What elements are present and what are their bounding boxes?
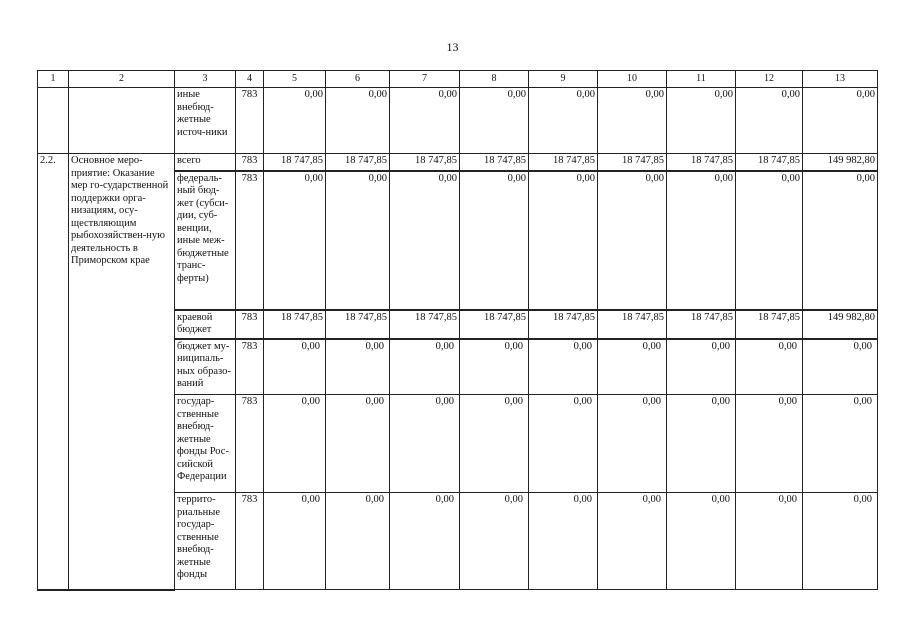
column-header: 12 (736, 71, 803, 88)
value-cell: 18 747,85 (264, 310, 326, 339)
value-cell: 0,00 (390, 171, 460, 310)
value-cell: 0,00 (460, 339, 529, 395)
value-cell: 18 747,85 (390, 154, 460, 171)
value-cell: 18 747,85 (598, 154, 667, 171)
value-cell: 0,00 (264, 171, 326, 310)
value-cell: 0,00 (736, 88, 803, 154)
budget-code: 783 (236, 395, 264, 493)
budget-code: 783 (236, 339, 264, 395)
value-cell: 0,00 (667, 395, 736, 493)
value-cell: 0,00 (803, 395, 878, 493)
budget-code: 783 (236, 493, 264, 590)
value-cell: 0,00 (264, 493, 326, 590)
value-cell: 0,00 (460, 171, 529, 310)
funding-source: государ-ственные внебюд-жетные фонды Рос-сийской Федерации (175, 395, 236, 493)
value-cell: 0,00 (529, 339, 598, 395)
column-header: 1 (38, 71, 69, 88)
budget-code: 783 (236, 88, 264, 154)
value-cell: 0,00 (326, 339, 390, 395)
value-cell: 18 747,85 (460, 310, 529, 339)
value-cell: 0,00 (736, 493, 803, 590)
value-cell: 0,00 (667, 171, 736, 310)
value-cell: 18 747,85 (326, 154, 390, 171)
funding-source: террито-риальные государ-ственные внебюд-жетные фонды (175, 493, 236, 590)
value-cell: 0,00 (598, 171, 667, 310)
value-cell: 0,00 (736, 339, 803, 395)
table-row (38, 88, 878, 154)
item-number: 2.2. (38, 154, 69, 590)
item-description: Основное меро-приятие: Оказание мер го-сударственной поддержки орга-низациям, осу-ществляющим рыбохозяйствен-ную деятельность в Приморском крае (69, 154, 175, 590)
value-cell: 0,00 (264, 395, 326, 493)
funding-source: краевой бюджет (175, 310, 236, 339)
budget-code: 783 (236, 171, 264, 310)
column-header: 7 (390, 71, 460, 88)
value-cell: 0,00 (460, 493, 529, 590)
value-cell: 0,00 (326, 395, 390, 493)
column-header: 4 (236, 71, 264, 88)
value-cell: 0,00 (667, 88, 736, 154)
column-header: 13 (803, 71, 878, 88)
value-cell: 0,00 (529, 493, 598, 590)
value-cell: 0,00 (264, 339, 326, 395)
value-cell: 18 747,85 (736, 310, 803, 339)
budget-table (37, 70, 878, 591)
value-cell: 0,00 (390, 339, 460, 395)
value-cell: 0,00 (264, 88, 326, 154)
item-description-cell (69, 88, 175, 154)
value-cell: 0,00 (326, 493, 390, 590)
funding-source: иные внебюд-жетные источ-ники (175, 88, 236, 154)
value-cell: 0,00 (598, 395, 667, 493)
value-cell: 0,00 (667, 493, 736, 590)
value-cell: 0,00 (326, 171, 390, 310)
value-cell: 0,00 (598, 88, 667, 154)
value-cell: 0,00 (460, 88, 529, 154)
funding-source: федераль-ный бюд-жет (субси-дии, суб-венции, иные меж-бюджетные транс-ферты) (175, 171, 236, 310)
item-number-cell (38, 88, 69, 154)
value-cell: 0,00 (529, 171, 598, 310)
value-cell: 0,00 (326, 88, 390, 154)
value-cell: 18 747,85 (264, 154, 326, 171)
column-header: 11 (667, 71, 736, 88)
value-cell: 149 982,80 (803, 154, 878, 171)
value-cell: 18 747,85 (667, 310, 736, 339)
budget-code: 783 (236, 310, 264, 339)
funding-source: бюджет му-ниципаль-ных образо-ваний (175, 339, 236, 395)
value-cell: 18 747,85 (326, 310, 390, 339)
column-header: 2 (69, 71, 175, 88)
column-header: 9 (529, 71, 598, 88)
value-cell: 0,00 (529, 88, 598, 154)
value-cell: 0,00 (529, 395, 598, 493)
value-cell: 0,00 (736, 395, 803, 493)
column-header: 6 (326, 71, 390, 88)
table-row (38, 154, 878, 171)
value-cell: 0,00 (803, 88, 878, 154)
value-cell: 18 747,85 (529, 310, 598, 339)
column-header: 5 (264, 71, 326, 88)
column-number-row (38, 71, 878, 88)
value-cell: 18 747,85 (529, 154, 598, 171)
column-header: 10 (598, 71, 667, 88)
value-cell: 0,00 (390, 395, 460, 493)
value-cell: 0,00 (390, 493, 460, 590)
value-cell: 0,00 (803, 493, 878, 590)
value-cell: 18 747,85 (598, 310, 667, 339)
column-header: 8 (460, 71, 529, 88)
page-number: 13 (446, 40, 459, 54)
value-cell: 149 982,80 (803, 310, 878, 339)
value-cell: 18 747,85 (736, 154, 803, 171)
value-cell: 18 747,85 (667, 154, 736, 171)
value-cell: 0,00 (390, 88, 460, 154)
funding-source: всего (175, 154, 236, 171)
value-cell: 0,00 (598, 339, 667, 395)
value-cell: 0,00 (736, 171, 803, 310)
value-cell: 18 747,85 (390, 310, 460, 339)
budget-code: 783 (236, 154, 264, 171)
column-header: 3 (175, 71, 236, 88)
value-cell: 0,00 (598, 493, 667, 590)
value-cell: 0,00 (803, 339, 878, 395)
value-cell: 0,00 (803, 171, 878, 310)
value-cell: 0,00 (460, 395, 529, 493)
value-cell: 18 747,85 (460, 154, 529, 171)
value-cell: 0,00 (667, 339, 736, 395)
